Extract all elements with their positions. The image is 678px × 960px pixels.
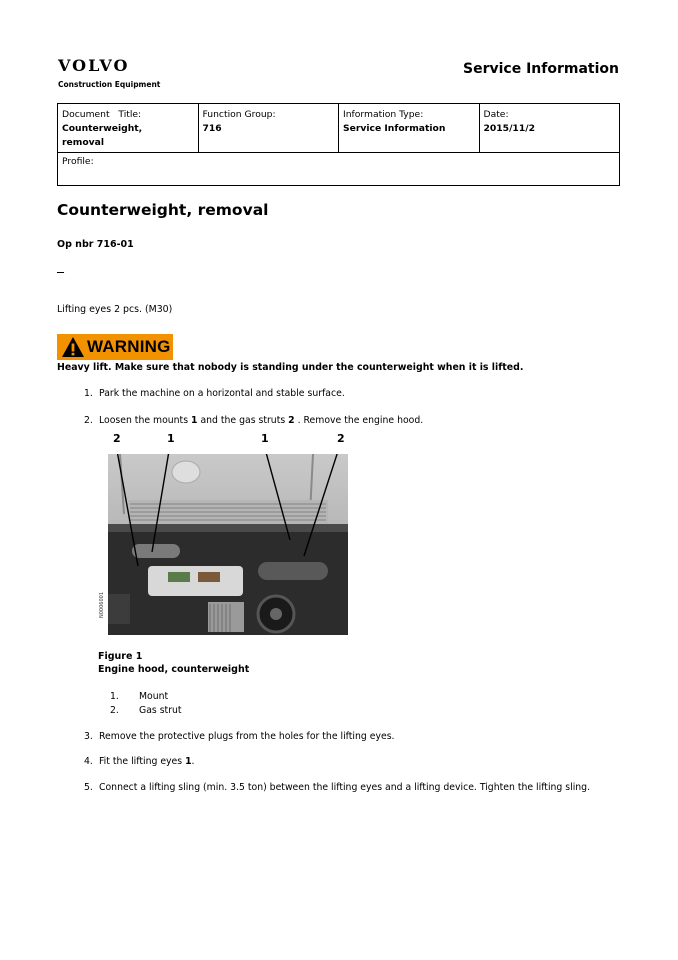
warning-label: WARNING [87, 337, 171, 356]
info-type-label: Information Type: [343, 109, 424, 120]
step-text: Remove the protective plugs from the holes for the lifting eyes. [99, 731, 395, 742]
callout-label: 2 [113, 432, 121, 445]
meta-row [58, 104, 619, 153]
step-text-part: and the gas struts [197, 415, 289, 426]
date-value: 2015/11/2 [483, 123, 535, 134]
function-group-value: 716 [202, 123, 222, 134]
legend-item [110, 690, 182, 704]
info-type-value: Service Information [343, 123, 446, 134]
page-title: Counterweight, removal [57, 201, 269, 219]
volvo-logo: VOLVO [58, 56, 130, 75]
function-group-label: Function Group: [202, 109, 276, 120]
step-text [99, 415, 423, 426]
step-text-part: Fit the lifting eyes [99, 756, 186, 767]
legend-number: 2. [110, 704, 119, 716]
meta-date [480, 104, 620, 152]
callout-label: 1 [261, 432, 269, 445]
callout-label: 2 [337, 432, 345, 445]
profile-label: Profile: [62, 156, 94, 167]
step-number: 1. [84, 388, 93, 399]
step-ref: 1 [191, 415, 198, 426]
meta-doc-title [58, 104, 199, 152]
figure-caption [98, 650, 249, 676]
step-number: 4. [84, 756, 93, 767]
warning-message: Heavy lift. Make sure that nobody is standing under the counterweight when it is lifted. [57, 362, 524, 373]
brand-subtitle: Construction Equipment [58, 80, 161, 89]
warning-triangle-icon [61, 335, 85, 359]
tools-text: Lifting eyes 2 pcs. (M30) [57, 304, 173, 315]
engine-hood-photo [108, 454, 348, 635]
step-number: 3. [84, 731, 93, 742]
figure-legend [110, 690, 182, 717]
op-number: Op nbr 716-01 [57, 239, 134, 250]
doc-title-label: Document Title: [62, 109, 142, 120]
doc-title-value: Counterweight, removal [62, 123, 143, 148]
step-number: 2. [84, 415, 93, 426]
legend-text: Mount [139, 691, 169, 702]
figure-1 [100, 428, 352, 638]
step-text [99, 756, 195, 767]
meta-function-group [199, 104, 340, 152]
step-text-part: . [191, 756, 195, 767]
document-meta-table [57, 103, 620, 186]
step-text-part: Loosen the mounts [99, 415, 191, 426]
figure-side-code: N0006001 [99, 591, 105, 618]
legend-item [110, 704, 182, 718]
step-ref: 2 [288, 415, 295, 426]
tiny-link[interactable]: __ [57, 265, 64, 273]
figure-title: Engine hood, counterweight [98, 664, 250, 675]
warning-banner [57, 334, 173, 360]
step-text: Park the machine on a horizontal and stable surface. [99, 388, 345, 399]
step-text: Connect a lifting sling (min. 3.5 ton) between the lifting eyes and a lifting device. Tighten the lifting sling. [99, 782, 591, 793]
step-text-part: . Remove the engine hood. [294, 415, 424, 426]
date-label: Date: [483, 109, 509, 120]
callout-label: 1 [167, 432, 175, 445]
legend-number: 1. [110, 691, 119, 702]
meta-info-type [339, 104, 480, 152]
header-title: Service Information [463, 61, 619, 77]
legend-text: Gas strut [139, 704, 182, 716]
figure-number: Figure 1 [98, 651, 143, 662]
step-number: 5. [84, 782, 93, 793]
step-ref: 1 [185, 756, 192, 767]
